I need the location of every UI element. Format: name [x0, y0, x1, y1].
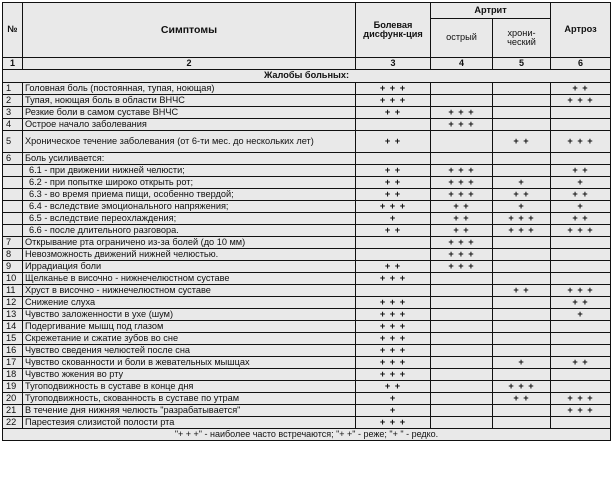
symptom-text: 6.1 - при движении нижней челюсти; [23, 165, 356, 177]
table-row [3, 321, 611, 333]
header-acute: острый [431, 19, 493, 58]
cell-chronic-arthritis [493, 321, 551, 333]
row-number [3, 177, 23, 189]
symptom-text: Чувство сведения челюстей после сна [23, 345, 356, 357]
symptom-text: Иррадиация боли [23, 261, 356, 273]
cell-chronic-arthritis [493, 165, 551, 177]
cell-acute-arthritis: + + [431, 225, 493, 237]
cell-pain-dysfunction: + + [356, 107, 431, 119]
cell-pain-dysfunction: + + + [356, 357, 431, 369]
table-header [3, 3, 611, 70]
symptoms-table [2, 2, 611, 441]
row-number: 9 [3, 261, 23, 273]
cell-acute-arthritis: + + + [431, 165, 493, 177]
cell-chronic-arthritis [493, 405, 551, 417]
cell-acute-arthritis: + + [431, 201, 493, 213]
cell-arthrosis [551, 119, 611, 131]
cell-arthrosis [551, 333, 611, 345]
cell-pain-dysfunction: + + [356, 381, 431, 393]
cell-acute-arthritis [431, 273, 493, 285]
table-row [3, 83, 611, 95]
col-number-4: 4 [431, 58, 493, 70]
cell-chronic-arthritis [493, 83, 551, 95]
cell-chronic-arthritis: + + [493, 189, 551, 201]
cell-acute-arthritis [431, 95, 493, 107]
row-number [3, 225, 23, 237]
table-row [3, 393, 611, 405]
row-number [3, 165, 23, 177]
cell-acute-arthritis [431, 417, 493, 429]
table-row [3, 345, 611, 357]
cell-arthrosis [551, 345, 611, 357]
footnote: "+ + +" - наиболее часто встречаются; "+ +" - реже; "+ " - редко. [3, 429, 611, 441]
cell-acute-arthritis [431, 153, 493, 165]
symptom-text: 6.2 - при попытке широко открыть рот; [23, 177, 356, 189]
table-row [3, 405, 611, 417]
cell-chronic-arthritis: + [493, 357, 551, 369]
cell-pain-dysfunction: + + [356, 177, 431, 189]
cell-pain-dysfunction: + + [356, 131, 431, 153]
col-number-5: 5 [493, 58, 551, 70]
cell-pain-dysfunction: + + + [356, 417, 431, 429]
cell-pain-dysfunction: + [356, 405, 431, 417]
cell-pain-dysfunction: + + + [356, 273, 431, 285]
section-title: Жалобы больных: [3, 70, 611, 83]
table-body [3, 70, 611, 429]
cell-pain-dysfunction: + + [356, 225, 431, 237]
row-number: 21 [3, 405, 23, 417]
symptom-text: Боль усиливается: [23, 153, 356, 165]
cell-acute-arthritis [431, 381, 493, 393]
symptom-text: Парестезия слизистой полости рта [23, 417, 356, 429]
row-number: 2 [3, 95, 23, 107]
row-number: 22 [3, 417, 23, 429]
symptom-text: Чувство заложенности в ухе (шум) [23, 309, 356, 321]
table-row [3, 189, 611, 201]
cell-chronic-arthritis [493, 107, 551, 119]
table-row [3, 357, 611, 369]
header-chronic: хрони-ческий [493, 19, 551, 58]
symptom-text: 6.5 - вследствие переохлаждения; [23, 213, 356, 225]
cell-arthrosis: + + + [551, 225, 611, 237]
cell-pain-dysfunction: + + + [356, 201, 431, 213]
table-row [3, 309, 611, 321]
row-number [3, 213, 23, 225]
cell-arthrosis: + + + [551, 393, 611, 405]
cell-pain-dysfunction: + + + [356, 321, 431, 333]
symptom-text: Головная боль (постоянная, тупая, ноющая) [23, 83, 356, 95]
cell-arthrosis [551, 381, 611, 393]
row-number [3, 189, 23, 201]
cell-arthrosis: + + + [551, 405, 611, 417]
symptom-text: Тугоподвижность, скованность в суставе по утрам [23, 393, 356, 405]
row-number: 5 [3, 131, 23, 153]
cell-acute-arthritis: + + + [431, 107, 493, 119]
cell-pain-dysfunction [356, 153, 431, 165]
cell-pain-dysfunction: + + + [356, 83, 431, 95]
symptom-text: Хруст в височно - нижнечелюстном суставе [23, 285, 356, 297]
symptom-text: Тугоподвижность в суставе в конце дня [23, 381, 356, 393]
cell-acute-arthritis [431, 297, 493, 309]
cell-acute-arthritis [431, 333, 493, 345]
cell-arthrosis: + + [551, 213, 611, 225]
cell-arthrosis: + + + [551, 285, 611, 297]
cell-acute-arthritis [431, 309, 493, 321]
cell-arthrosis [551, 237, 611, 249]
cell-pain-dysfunction: + + + [356, 297, 431, 309]
cell-arthrosis: + + [551, 165, 611, 177]
row-number: 16 [3, 345, 23, 357]
cell-acute-arthritis: + + + [431, 189, 493, 201]
table-row [3, 165, 611, 177]
cell-chronic-arthritis [493, 119, 551, 131]
cell-arthrosis [551, 417, 611, 429]
cell-acute-arthritis: + + + [431, 261, 493, 273]
cell-chronic-arthritis [493, 153, 551, 165]
table-row [3, 153, 611, 165]
cell-pain-dysfunction: + + + [356, 345, 431, 357]
table-row [3, 177, 611, 189]
cell-arthrosis [551, 107, 611, 119]
cell-acute-arthritis [431, 321, 493, 333]
row-number: 10 [3, 273, 23, 285]
cell-chronic-arthritis: + + [493, 393, 551, 405]
row-number: 6 [3, 153, 23, 165]
cell-pain-dysfunction: + + + [356, 309, 431, 321]
row-number: 12 [3, 297, 23, 309]
table-row [3, 273, 611, 285]
symptom-text: Тупая, ноющая боль в области ВНЧС [23, 95, 356, 107]
cell-arthrosis [551, 273, 611, 285]
symptom-text: Снижение слуха [23, 297, 356, 309]
cell-acute-arthritis: + + + [431, 177, 493, 189]
row-number: 14 [3, 321, 23, 333]
cell-arthrosis: + [551, 309, 611, 321]
row-number: 4 [3, 119, 23, 131]
table-row [3, 249, 611, 261]
symptom-text: 6.6 - после длительного разговора. [23, 225, 356, 237]
cell-chronic-arthritis: + + [493, 285, 551, 297]
cell-chronic-arthritis [493, 309, 551, 321]
cell-pain-dysfunction: + + [356, 165, 431, 177]
cell-chronic-arthritis: + [493, 201, 551, 213]
table-row [3, 225, 611, 237]
cell-arthrosis: + + [551, 189, 611, 201]
cell-arthrosis [551, 321, 611, 333]
symptom-text: Острое начало заболевания [23, 119, 356, 131]
table-row [3, 131, 611, 153]
cell-arthrosis: + + [551, 83, 611, 95]
cell-pain-dysfunction: + + + [356, 95, 431, 107]
cell-chronic-arthritis [493, 237, 551, 249]
symptom-text: Чувство скованности и боли в жевательных мышцах [23, 357, 356, 369]
cell-acute-arthritis [431, 405, 493, 417]
table-row [3, 369, 611, 381]
table-row [3, 381, 611, 393]
header-arthrosis: Артроз [551, 3, 611, 58]
row-number [3, 201, 23, 213]
row-number: 20 [3, 393, 23, 405]
cell-acute-arthritis: + + + [431, 119, 493, 131]
row-number: 18 [3, 369, 23, 381]
cell-arthrosis [551, 153, 611, 165]
cell-chronic-arthritis: + + + [493, 381, 551, 393]
symptom-text: Невозможность движений нижней челюстью. [23, 249, 356, 261]
cell-chronic-arthritis [493, 261, 551, 273]
cell-pain-dysfunction [356, 119, 431, 131]
cell-chronic-arthritis [493, 95, 551, 107]
symptom-text: 6.4 - вследствие эмоционального напряжения; [23, 201, 356, 213]
cell-chronic-arthritis [493, 297, 551, 309]
cell-chronic-arthritis [493, 249, 551, 261]
row-number: 3 [3, 107, 23, 119]
row-number: 1 [3, 83, 23, 95]
cell-arthrosis: + + + [551, 95, 611, 107]
cell-acute-arthritis [431, 345, 493, 357]
table-row [3, 333, 611, 345]
header-symptoms: Симптомы [23, 3, 356, 58]
row-number: 19 [3, 381, 23, 393]
cell-acute-arthritis: + + [431, 213, 493, 225]
symptom-text: Чувство жжения во рту [23, 369, 356, 381]
col-number-2: 2 [23, 58, 356, 70]
cell-pain-dysfunction [356, 285, 431, 297]
cell-arthrosis [551, 249, 611, 261]
cell-chronic-arthritis [493, 417, 551, 429]
cell-chronic-arthritis: + + + [493, 225, 551, 237]
symptom-text: 6.3 - во время приема пищи, особенно твердой; [23, 189, 356, 201]
cell-pain-dysfunction: + + [356, 261, 431, 273]
cell-pain-dysfunction [356, 249, 431, 261]
cell-acute-arthritis: + + + [431, 237, 493, 249]
cell-arthrosis: + [551, 177, 611, 189]
col-number-3: 3 [356, 58, 431, 70]
cell-pain-dysfunction: + + + [356, 333, 431, 345]
row-number: 17 [3, 357, 23, 369]
cell-pain-dysfunction: + + + [356, 369, 431, 381]
table-row [3, 237, 611, 249]
cell-chronic-arthritis: + + + [493, 213, 551, 225]
row-number: 11 [3, 285, 23, 297]
col-number-1: 1 [3, 58, 23, 70]
cell-arthrosis [551, 261, 611, 273]
row-number: 13 [3, 309, 23, 321]
cell-arthrosis: + [551, 201, 611, 213]
table-row [3, 213, 611, 225]
cell-arthrosis: + + + [551, 131, 611, 153]
symptoms-table-sheet [2, 2, 610, 441]
cell-pain-dysfunction: + [356, 213, 431, 225]
col-number-6: 6 [551, 58, 611, 70]
symptom-text: Резкие боли в самом суставе ВНЧС [23, 107, 356, 119]
table-row [3, 107, 611, 119]
cell-acute-arthritis [431, 357, 493, 369]
header-pain-dysfunction: Болевая дисфунк-ция [356, 3, 431, 58]
row-number: 15 [3, 333, 23, 345]
table-row [3, 95, 611, 107]
cell-arthrosis: + + [551, 357, 611, 369]
row-number: 7 [3, 237, 23, 249]
cell-acute-arthritis: + + + [431, 249, 493, 261]
cell-pain-dysfunction: + [356, 393, 431, 405]
cell-chronic-arthritis [493, 369, 551, 381]
row-number: 8 [3, 249, 23, 261]
symptom-text: Хроническое течение заболевания (от 6-ти мес. до нескольких лет) [23, 131, 356, 153]
cell-chronic-arthritis [493, 345, 551, 357]
cell-chronic-arthritis: + [493, 177, 551, 189]
cell-chronic-arthritis: + + [493, 131, 551, 153]
table-row [3, 119, 611, 131]
cell-acute-arthritis [431, 369, 493, 381]
cell-acute-arthritis [431, 393, 493, 405]
symptom-text: В течение дня нижняя челюсть "разрабатывается" [23, 405, 356, 417]
table-row [3, 297, 611, 309]
table-row [3, 201, 611, 213]
cell-chronic-arthritis [493, 333, 551, 345]
cell-arthrosis [551, 369, 611, 381]
symptom-text: Открывание рта ограничено из-за болей (до 10 мм) [23, 237, 356, 249]
table-row [3, 417, 611, 429]
symptom-text: Скрежетание и сжатие зубов во сне [23, 333, 356, 345]
symptom-text: Подергивание мышц под глазом [23, 321, 356, 333]
cell-arthrosis: + + [551, 297, 611, 309]
symptom-text: Щелканье в височно - нижнечелюстном суставе [23, 273, 356, 285]
cell-chronic-arthritis [493, 273, 551, 285]
cell-pain-dysfunction [356, 237, 431, 249]
header-arthritis: Артрит [431, 3, 551, 19]
header-num: № [3, 3, 23, 58]
cell-acute-arthritis [431, 131, 493, 153]
cell-acute-arthritis [431, 285, 493, 297]
cell-acute-arthritis [431, 83, 493, 95]
table-row [3, 285, 611, 297]
table-row [3, 261, 611, 273]
cell-pain-dysfunction: + + [356, 189, 431, 201]
